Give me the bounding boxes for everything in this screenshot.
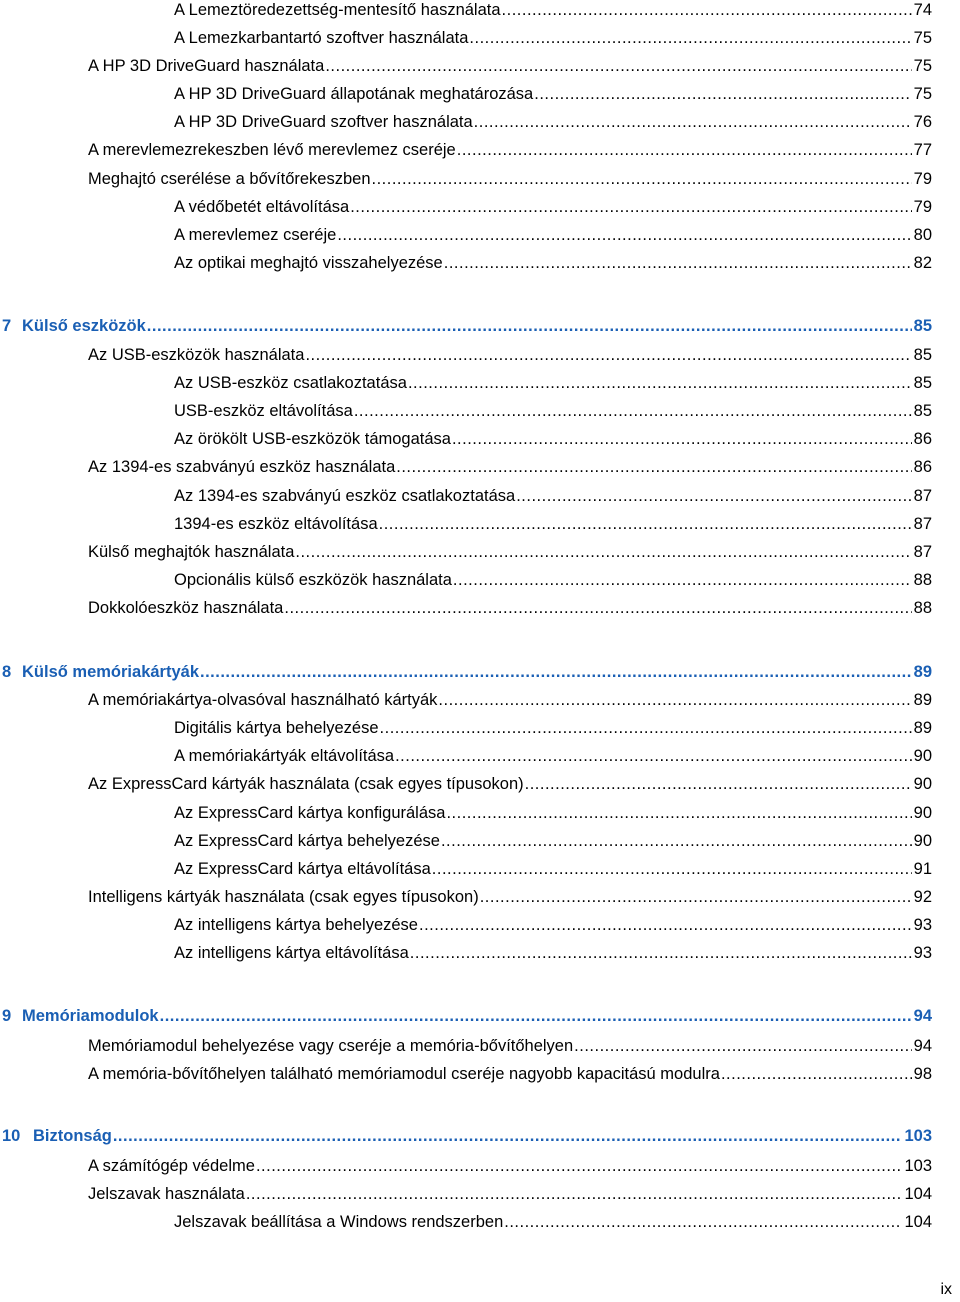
dot-leader	[337, 222, 911, 248]
dot-leader	[396, 454, 911, 480]
toc-entry[interactable]	[174, 856, 932, 882]
dot-leader	[419, 912, 912, 938]
toc-entry-title: A Lemezkarbantartó szoftver használata	[174, 29, 469, 47]
toc-entry[interactable]	[174, 81, 932, 107]
toc-entry-title: Digitális kártya behelyezése	[174, 719, 379, 737]
toc-entry-page: 90	[913, 832, 932, 850]
toc-chapter[interactable]	[2, 1123, 932, 1149]
toc-entry-page: 89	[913, 691, 932, 709]
dot-leader	[350, 194, 911, 220]
toc-chapter-page: 94	[913, 1007, 932, 1025]
toc-entry-page: 86	[913, 458, 932, 476]
toc-entry-page: 75	[913, 85, 932, 103]
toc-entry-page: 85	[913, 346, 932, 364]
dot-leader	[408, 370, 912, 396]
toc-chapter[interactable]	[2, 659, 932, 685]
toc-entry-title: Az 1394-es szabványú eszköz csatlakoztatása	[174, 487, 516, 505]
toc-chapter-page: 89	[913, 663, 932, 681]
toc-entry-title: Jelszavak beállítása a Windows rendszerben	[174, 1213, 504, 1231]
toc-entry-title: USB-eszköz eltávolítása	[174, 402, 353, 420]
toc-entry-title: 1394-es eszköz eltávolítása	[174, 515, 378, 533]
dot-leader	[721, 1061, 912, 1087]
toc-entry[interactable]	[88, 1061, 932, 1087]
toc-entry[interactable]	[88, 342, 932, 368]
toc-chapter[interactable]	[2, 1003, 932, 1029]
toc-chapter-page: 85	[913, 317, 932, 335]
dot-leader	[457, 137, 912, 163]
toc-entry-title: A memória-bővítőhelyen található memóriamodul cseréje nagyobb kapacitású modulra	[88, 1065, 720, 1083]
dot-leader	[160, 1003, 912, 1029]
toc-entry[interactable]	[88, 771, 932, 797]
dot-leader	[147, 313, 912, 339]
toc-entry-page: 89	[913, 719, 932, 737]
toc-entry-title: Intelligens kártyák használata (csak egyes típusokon)	[88, 888, 479, 906]
toc-entry-title: A memóriakártyák eltávolítása	[174, 747, 395, 765]
toc-entry[interactable]	[88, 1153, 932, 1179]
toc-entry-page: 90	[913, 775, 932, 793]
dot-leader	[432, 856, 912, 882]
toc-entry-page: 93	[913, 916, 932, 934]
toc-entry[interactable]	[88, 137, 932, 163]
dot-leader	[525, 771, 912, 797]
dot-leader	[200, 659, 912, 685]
toc-entry-title: A HP 3D DriveGuard állapotának meghatározása	[174, 85, 534, 103]
toc-entry-page: 91	[913, 860, 932, 878]
toc-entry[interactable]	[174, 483, 932, 509]
toc-entry-page: 90	[913, 747, 932, 765]
toc-entry-page: 75	[913, 57, 932, 75]
toc-entry[interactable]	[174, 715, 932, 741]
toc-entry-title: A memóriakártya-olvasóval használható kártyák	[88, 691, 438, 709]
toc-entry[interactable]	[174, 398, 932, 424]
dot-leader	[379, 511, 912, 537]
toc-entry-page: 85	[913, 402, 932, 420]
toc-entry-title: Opcionális külső eszközök használata	[174, 571, 452, 589]
toc-entry-title: Az intelligens kártya eltávolítása	[174, 944, 409, 962]
dot-leader	[380, 715, 912, 741]
toc-entry[interactable]	[174, 370, 932, 396]
toc-entry-page: 93	[913, 944, 932, 962]
toc-entry[interactable]	[174, 250, 932, 276]
dot-leader	[410, 940, 912, 966]
toc-entry-title: A merevlemezrekeszben lévő merevlemez cseréje	[88, 141, 456, 159]
toc-entry-title: A merevlemez cseréje	[174, 226, 337, 244]
dot-leader	[325, 53, 911, 79]
toc-entry-page: 88	[913, 599, 932, 617]
toc-entry[interactable]	[88, 539, 932, 565]
toc-entry-title: Az ExpressCard kártyák használata (csak egyes típusokon)	[88, 775, 524, 793]
toc-entry[interactable]	[88, 687, 932, 713]
chapter-number: 9	[2, 1007, 12, 1025]
toc-entry-page: 103	[904, 1157, 932, 1175]
toc-entry-page: 98	[913, 1065, 932, 1083]
dot-leader	[474, 109, 912, 135]
toc-entry[interactable]	[174, 567, 932, 593]
toc-chapter-title: Külső eszközök	[22, 317, 146, 335]
dot-leader	[452, 426, 912, 452]
toc-entry-page: 86	[913, 430, 932, 448]
toc-entry-title: Az örökölt USB-eszközök támogatása	[174, 430, 451, 448]
chapter-number: 7	[2, 317, 12, 335]
toc-entry[interactable]	[88, 884, 932, 910]
toc-entry-page: 80	[913, 226, 932, 244]
toc-entry-page: 79	[913, 170, 932, 188]
dot-leader	[372, 166, 912, 192]
toc-entry[interactable]	[174, 1209, 932, 1235]
toc-entry-page: 77	[913, 141, 932, 159]
toc-entry-page: 82	[913, 254, 932, 272]
toc-entry-title: Az ExpressCard kártya behelyezése	[174, 832, 440, 850]
toc-entry[interactable]	[174, 222, 932, 248]
toc-entry-page: 87	[913, 515, 932, 533]
dot-leader	[504, 1209, 902, 1235]
toc-entry-page: 94	[913, 1037, 932, 1055]
toc-entry-page: 92	[913, 888, 932, 906]
dot-leader	[256, 1153, 903, 1179]
dot-leader	[438, 687, 911, 713]
toc-entry-title: Dokkolóeszköz használata	[88, 599, 284, 617]
toc-entry[interactable]	[174, 940, 932, 966]
toc-entry-title: Meghajtó cserélése a bővítőrekeszben	[88, 170, 371, 188]
dot-leader	[113, 1123, 903, 1149]
chapter-number: 10	[2, 1127, 21, 1145]
toc-entry-title: Az intelligens kártya behelyezése	[174, 916, 418, 934]
toc-entry[interactable]	[88, 166, 932, 192]
toc-entry[interactable]	[174, 743, 932, 769]
toc-entry-page: 87	[913, 543, 932, 561]
toc-entry[interactable]	[174, 194, 932, 220]
toc-entry[interactable]	[88, 1181, 932, 1207]
toc-entry[interactable]	[174, 0, 932, 23]
dot-leader	[574, 1033, 911, 1059]
dot-leader	[516, 483, 911, 509]
page-number: ix	[940, 1281, 952, 1298]
toc-entry-page: 87	[913, 487, 932, 505]
dot-leader	[534, 81, 911, 107]
toc-entry-title: Az USB-eszköz csatlakoztatása	[174, 374, 407, 392]
toc-entry[interactable]	[174, 828, 932, 854]
toc-entry-page: 90	[913, 804, 932, 822]
dot-leader	[446, 800, 911, 826]
toc-entry-title: A HP 3D DriveGuard szoftver használata	[174, 113, 473, 131]
toc-entry-title: A HP 3D DriveGuard használata	[88, 57, 325, 75]
toc-entry-title: Az ExpressCard kártya konfigurálása	[174, 804, 446, 822]
dot-leader	[480, 884, 912, 910]
toc-chapter-page: 103	[904, 1127, 932, 1145]
toc-entry-title: A számítógép védelme	[88, 1157, 255, 1175]
toc-entry-page: 79	[913, 198, 932, 216]
toc-entry[interactable]	[88, 595, 932, 621]
toc-chapter[interactable]	[2, 313, 932, 339]
dot-leader	[453, 567, 912, 593]
toc-entry-title: Az ExpressCard kártya eltávolítása	[174, 860, 431, 878]
toc-entry-page: 75	[913, 29, 932, 47]
toc-chapter-title: Külső memóriakártyák	[22, 663, 199, 681]
toc-entry-page: 74	[913, 1, 932, 19]
toc-entry-title: Az optikai meghajtó visszahelyezése	[174, 254, 443, 272]
toc-entry-page: 85	[913, 374, 932, 392]
toc-entry[interactable]	[174, 109, 932, 135]
dot-leader	[246, 1181, 903, 1207]
toc-entry-page: 88	[913, 571, 932, 589]
toc-entry-title: Az 1394-es szabványú eszköz használata	[88, 458, 396, 476]
toc-chapter-title: Biztonság	[33, 1127, 112, 1145]
toc-entry-page: 104	[904, 1213, 932, 1231]
toc-entry[interactable]	[88, 53, 932, 79]
dot-leader	[284, 595, 911, 621]
dot-leader	[469, 25, 911, 51]
dot-leader	[295, 539, 911, 565]
toc-entry-page: 104	[904, 1185, 932, 1203]
toc-entry[interactable]	[174, 800, 932, 826]
chapter-number: 8	[2, 663, 12, 681]
toc-chapter-title: Memóriamodulok	[22, 1007, 159, 1025]
dot-leader	[395, 743, 912, 769]
toc-entry[interactable]	[88, 1033, 932, 1059]
toc-entry-page: 76	[913, 113, 932, 131]
dot-leader	[502, 0, 912, 23]
toc-entry[interactable]	[174, 511, 932, 537]
toc-entry-title: Külső meghajtók használata	[88, 543, 295, 561]
dot-leader	[354, 398, 912, 424]
toc-entry-title: Memóriamodul behelyezése vagy cseréje a memória-bővítőhelyen	[88, 1037, 574, 1055]
dot-leader	[441, 828, 912, 854]
toc-entry[interactable]	[174, 912, 932, 938]
toc-entry[interactable]	[88, 454, 932, 480]
toc-entry-title: Jelszavak használata	[88, 1185, 245, 1203]
toc-entry-title: A védőbetét eltávolítása	[174, 198, 350, 216]
dot-leader	[444, 250, 912, 276]
toc-entry-title: Az USB-eszközök használata	[88, 346, 305, 364]
toc-entry[interactable]	[174, 25, 932, 51]
toc-entry[interactable]	[174, 426, 932, 452]
toc-entry-title: A Lemeztöredezettség-mentesítő használata	[174, 1, 501, 19]
dot-leader	[305, 342, 911, 368]
